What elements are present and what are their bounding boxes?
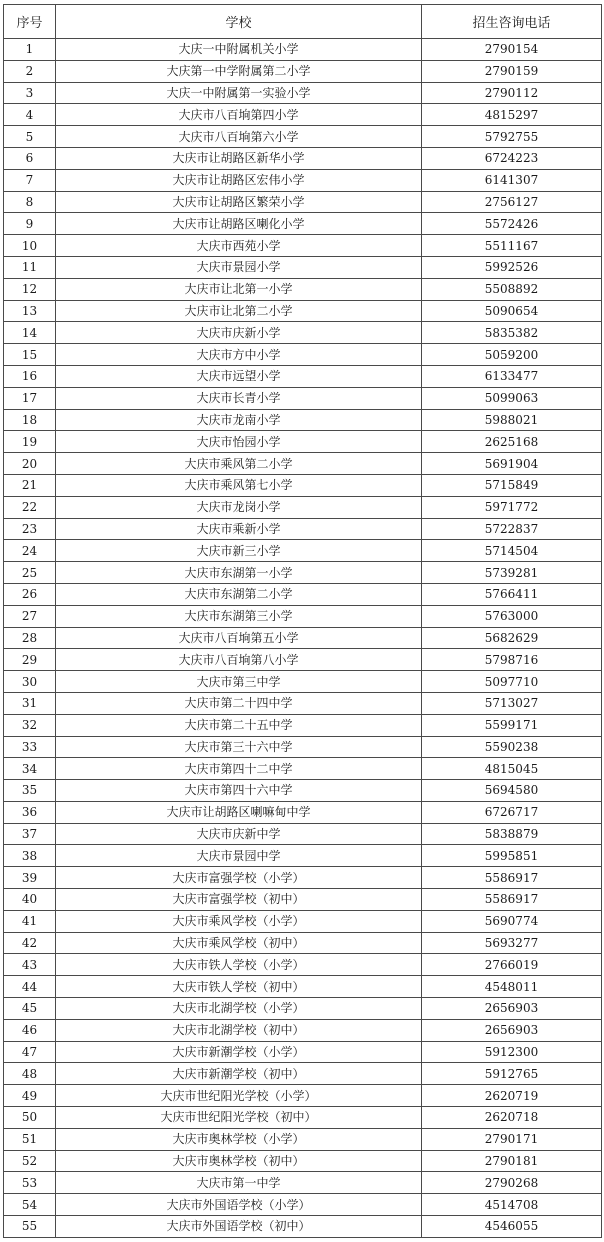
phone-cell: 5766411	[422, 583, 602, 605]
index-cell: 46	[4, 1019, 56, 1041]
school-name-cell: 大庆一中附属机关小学	[56, 39, 422, 61]
table-row	[4, 1194, 602, 1216]
phone-cell: 5693277	[422, 932, 602, 954]
school-name-cell: 大庆市让胡路区喇嘛甸中学	[56, 801, 422, 823]
index-cell: 51	[4, 1128, 56, 1150]
phone-cell: 2620718	[422, 1107, 602, 1129]
table-row	[4, 1107, 602, 1129]
school-name-cell: 大庆市八百垧第五小学	[56, 627, 422, 649]
header-phone: 招生咨询电话	[422, 5, 602, 39]
phone-cell: 4815297	[422, 104, 602, 126]
index-cell: 34	[4, 758, 56, 780]
phone-cell: 2790181	[422, 1150, 602, 1172]
table-row	[4, 998, 602, 1020]
table-row	[4, 583, 602, 605]
index-cell: 27	[4, 605, 56, 627]
phone-cell: 5690774	[422, 910, 602, 932]
index-cell: 50	[4, 1107, 56, 1129]
phone-cell: 2656903	[422, 998, 602, 1020]
phone-cell: 2790268	[422, 1172, 602, 1194]
index-cell: 45	[4, 998, 56, 1020]
phone-cell: 5586917	[422, 889, 602, 911]
school-name-cell: 大庆市让胡路区宏伟小学	[56, 169, 422, 191]
index-cell: 23	[4, 518, 56, 540]
index-cell: 28	[4, 627, 56, 649]
table-row	[4, 823, 602, 845]
index-cell: 48	[4, 1063, 56, 1085]
phone-cell: 4514708	[422, 1194, 602, 1216]
phone-cell: 5722837	[422, 518, 602, 540]
school-name-cell: 大庆市东湖第三小学	[56, 605, 422, 627]
phone-cell: 5838879	[422, 823, 602, 845]
index-cell: 19	[4, 431, 56, 453]
school-name-cell: 大庆市铁人学校（初中）	[56, 976, 422, 998]
index-cell: 24	[4, 540, 56, 562]
index-cell: 38	[4, 845, 56, 867]
header-school: 学校	[56, 5, 422, 39]
phone-cell: 5798716	[422, 649, 602, 671]
table-body	[4, 39, 602, 1238]
table-row	[4, 1150, 602, 1172]
index-cell: 16	[4, 365, 56, 387]
index-cell: 8	[4, 191, 56, 213]
school-name-cell: 大庆市富强学校（小学）	[56, 867, 422, 889]
index-cell: 53	[4, 1172, 56, 1194]
school-name-cell: 大庆市西苑小学	[56, 235, 422, 257]
school-name-cell: 大庆市乘风第二小学	[56, 453, 422, 475]
school-name-cell: 大庆市世纪阳光学校（小学）	[56, 1085, 422, 1107]
table-row	[4, 1019, 602, 1041]
phone-cell: 4815045	[422, 758, 602, 780]
table-row	[4, 605, 602, 627]
school-name-cell: 大庆市乘风第七小学	[56, 474, 422, 496]
index-cell: 47	[4, 1041, 56, 1063]
index-cell: 32	[4, 714, 56, 736]
school-name-cell: 大庆市奥林学校（初中）	[56, 1150, 422, 1172]
table-row	[4, 191, 602, 213]
phone-cell: 6133477	[422, 365, 602, 387]
school-name-cell: 大庆市让胡路区繁荣小学	[56, 191, 422, 213]
phone-cell: 5097710	[422, 671, 602, 693]
table-row	[4, 1063, 602, 1085]
index-cell: 9	[4, 213, 56, 235]
index-cell: 35	[4, 780, 56, 802]
table-row	[4, 496, 602, 518]
table-row	[4, 300, 602, 322]
table-row	[4, 845, 602, 867]
header-row	[4, 5, 602, 39]
phone-cell: 5691904	[422, 453, 602, 475]
index-cell: 44	[4, 976, 56, 998]
phone-cell: 5099063	[422, 387, 602, 409]
school-name-cell: 大庆市新三小学	[56, 540, 422, 562]
phone-cell: 5792755	[422, 126, 602, 148]
phone-cell: 5572426	[422, 213, 602, 235]
table-row	[4, 39, 602, 61]
phone-cell: 5090654	[422, 300, 602, 322]
phone-cell: 5682629	[422, 627, 602, 649]
phone-cell: 2790154	[422, 39, 602, 61]
school-name-cell: 大庆市龙南小学	[56, 409, 422, 431]
phone-cell: 6724223	[422, 147, 602, 169]
table-row	[4, 714, 602, 736]
table-row	[4, 736, 602, 758]
school-name-cell: 大庆市长青小学	[56, 387, 422, 409]
table-row	[4, 649, 602, 671]
table-row	[4, 126, 602, 148]
index-cell: 22	[4, 496, 56, 518]
school-name-cell: 大庆市外国语学校（初中）	[56, 1216, 422, 1238]
table-row	[4, 387, 602, 409]
table-row	[4, 780, 602, 802]
index-cell: 42	[4, 932, 56, 954]
school-name-cell: 大庆市庆新小学	[56, 322, 422, 344]
index-cell: 39	[4, 867, 56, 889]
phone-cell: 5599171	[422, 714, 602, 736]
school-name-cell: 大庆一中附属第一实验小学	[56, 82, 422, 104]
phone-cell: 6141307	[422, 169, 602, 191]
index-cell: 43	[4, 954, 56, 976]
table-row	[4, 256, 602, 278]
phone-cell: 5694580	[422, 780, 602, 802]
index-cell: 30	[4, 671, 56, 693]
table-row	[4, 104, 602, 126]
index-cell: 15	[4, 344, 56, 366]
phone-cell: 2766019	[422, 954, 602, 976]
school-name-cell: 大庆市八百垧第八小学	[56, 649, 422, 671]
school-name-cell: 大庆市东湖第二小学	[56, 583, 422, 605]
school-name-cell: 大庆市乘新小学	[56, 518, 422, 540]
table-row	[4, 518, 602, 540]
index-cell: 1	[4, 39, 56, 61]
index-cell: 4	[4, 104, 56, 126]
school-name-cell: 大庆市八百垧第四小学	[56, 104, 422, 126]
school-name-cell: 大庆市外国语学校（小学）	[56, 1194, 422, 1216]
school-name-cell: 大庆市第一中学	[56, 1172, 422, 1194]
phone-cell: 5714504	[422, 540, 602, 562]
table-row	[4, 627, 602, 649]
table-row	[4, 235, 602, 257]
phone-cell: 5590238	[422, 736, 602, 758]
school-name-cell: 大庆市第二十四中学	[56, 692, 422, 714]
header-index: 序号	[4, 5, 56, 39]
phone-cell: 5912765	[422, 1063, 602, 1085]
table-row	[4, 169, 602, 191]
phone-cell: 5835382	[422, 322, 602, 344]
index-cell: 37	[4, 823, 56, 845]
table-row	[4, 758, 602, 780]
index-cell: 21	[4, 474, 56, 496]
phone-cell: 5739281	[422, 562, 602, 584]
school-name-cell: 大庆市乘风学校（小学）	[56, 910, 422, 932]
phone-cell: 5715849	[422, 474, 602, 496]
school-name-cell: 大庆市第四十二中学	[56, 758, 422, 780]
phone-cell: 5971772	[422, 496, 602, 518]
index-cell: 7	[4, 169, 56, 191]
index-cell: 33	[4, 736, 56, 758]
table-row	[4, 976, 602, 998]
school-name-cell: 大庆市让胡路区喇化小学	[56, 213, 422, 235]
table-row	[4, 867, 602, 889]
table-row	[4, 474, 602, 496]
school-name-cell: 大庆市北湖学校（初中）	[56, 1019, 422, 1041]
phone-cell: 2620719	[422, 1085, 602, 1107]
index-cell: 52	[4, 1150, 56, 1172]
table-row	[4, 801, 602, 823]
school-contact-table	[3, 4, 602, 1238]
index-cell: 11	[4, 256, 56, 278]
index-cell: 20	[4, 453, 56, 475]
index-cell: 6	[4, 147, 56, 169]
index-cell: 36	[4, 801, 56, 823]
table-row	[4, 1172, 602, 1194]
school-name-cell: 大庆市景园小学	[56, 256, 422, 278]
index-cell: 49	[4, 1085, 56, 1107]
phone-cell: 5763000	[422, 605, 602, 627]
index-cell: 41	[4, 910, 56, 932]
table-row	[4, 671, 602, 693]
table-row	[4, 278, 602, 300]
school-name-cell: 大庆市富强学校（初中）	[56, 889, 422, 911]
school-name-cell: 大庆市第四十六中学	[56, 780, 422, 802]
index-cell: 54	[4, 1194, 56, 1216]
school-name-cell: 大庆市第二十五中学	[56, 714, 422, 736]
table-row	[4, 932, 602, 954]
phone-cell: 2790171	[422, 1128, 602, 1150]
phone-cell: 5912300	[422, 1041, 602, 1063]
index-cell: 2	[4, 60, 56, 82]
phone-cell: 5995851	[422, 845, 602, 867]
index-cell: 55	[4, 1216, 56, 1238]
phone-cell: 5508892	[422, 278, 602, 300]
phone-cell: 4548011	[422, 976, 602, 998]
table-row	[4, 322, 602, 344]
table-row	[4, 1085, 602, 1107]
school-name-cell: 大庆市方中小学	[56, 344, 422, 366]
table-row	[4, 60, 602, 82]
index-cell: 10	[4, 235, 56, 257]
school-name-cell: 大庆市东湖第一小学	[56, 562, 422, 584]
school-name-cell: 大庆市让胡路区新华小学	[56, 147, 422, 169]
phone-cell: 2656903	[422, 1019, 602, 1041]
index-cell: 17	[4, 387, 56, 409]
phone-cell: 5988021	[422, 409, 602, 431]
school-name-cell: 大庆市第三十六中学	[56, 736, 422, 758]
table-row	[4, 431, 602, 453]
table-row	[4, 540, 602, 562]
table-row	[4, 692, 602, 714]
index-cell: 5	[4, 126, 56, 148]
phone-cell: 2790112	[422, 82, 602, 104]
index-cell: 31	[4, 692, 56, 714]
school-name-cell: 大庆第一中学附属第二小学	[56, 60, 422, 82]
school-name-cell: 大庆市新潮学校（初中）	[56, 1063, 422, 1085]
school-name-cell: 大庆市铁人学校（小学）	[56, 954, 422, 976]
school-name-cell: 大庆市怡园小学	[56, 431, 422, 453]
table-row	[4, 910, 602, 932]
phone-cell: 6726717	[422, 801, 602, 823]
school-name-cell: 大庆市八百垧第六小学	[56, 126, 422, 148]
table-row	[4, 453, 602, 475]
table-row	[4, 344, 602, 366]
index-cell: 29	[4, 649, 56, 671]
school-name-cell: 大庆市北湖学校（小学）	[56, 998, 422, 1020]
school-name-cell: 大庆市龙岗小学	[56, 496, 422, 518]
table-row	[4, 409, 602, 431]
index-cell: 40	[4, 889, 56, 911]
school-name-cell: 大庆市乘风学校（初中）	[56, 932, 422, 954]
school-name-cell: 大庆市第三中学	[56, 671, 422, 693]
phone-cell: 2756127	[422, 191, 602, 213]
table-row	[4, 562, 602, 584]
index-cell: 3	[4, 82, 56, 104]
school-name-cell: 大庆市景园中学	[56, 845, 422, 867]
phone-cell: 2790159	[422, 60, 602, 82]
table-row	[4, 213, 602, 235]
table-row	[4, 1216, 602, 1238]
table-row	[4, 82, 602, 104]
phone-cell: 5713027	[422, 692, 602, 714]
table-row	[4, 889, 602, 911]
table-row	[4, 147, 602, 169]
phone-cell: 4546055	[422, 1216, 602, 1238]
index-cell: 12	[4, 278, 56, 300]
table-row	[4, 365, 602, 387]
school-name-cell: 大庆市庆新中学	[56, 823, 422, 845]
index-cell: 18	[4, 409, 56, 431]
school-name-cell: 大庆市让北第二小学	[56, 300, 422, 322]
table-row	[4, 1041, 602, 1063]
index-cell: 26	[4, 583, 56, 605]
phone-cell: 5511167	[422, 235, 602, 257]
school-name-cell: 大庆市奥林学校（小学）	[56, 1128, 422, 1150]
school-name-cell: 大庆市世纪阳光学校（初中）	[56, 1107, 422, 1129]
school-name-cell: 大庆市新潮学校（小学）	[56, 1041, 422, 1063]
school-name-cell: 大庆市远望小学	[56, 365, 422, 387]
index-cell: 14	[4, 322, 56, 344]
table-row	[4, 954, 602, 976]
index-cell: 13	[4, 300, 56, 322]
phone-cell: 5992526	[422, 256, 602, 278]
phone-cell: 2625168	[422, 431, 602, 453]
phone-cell: 5586917	[422, 867, 602, 889]
index-cell: 25	[4, 562, 56, 584]
table-row	[4, 1128, 602, 1150]
school-name-cell: 大庆市让北第一小学	[56, 278, 422, 300]
phone-cell: 5059200	[422, 344, 602, 366]
